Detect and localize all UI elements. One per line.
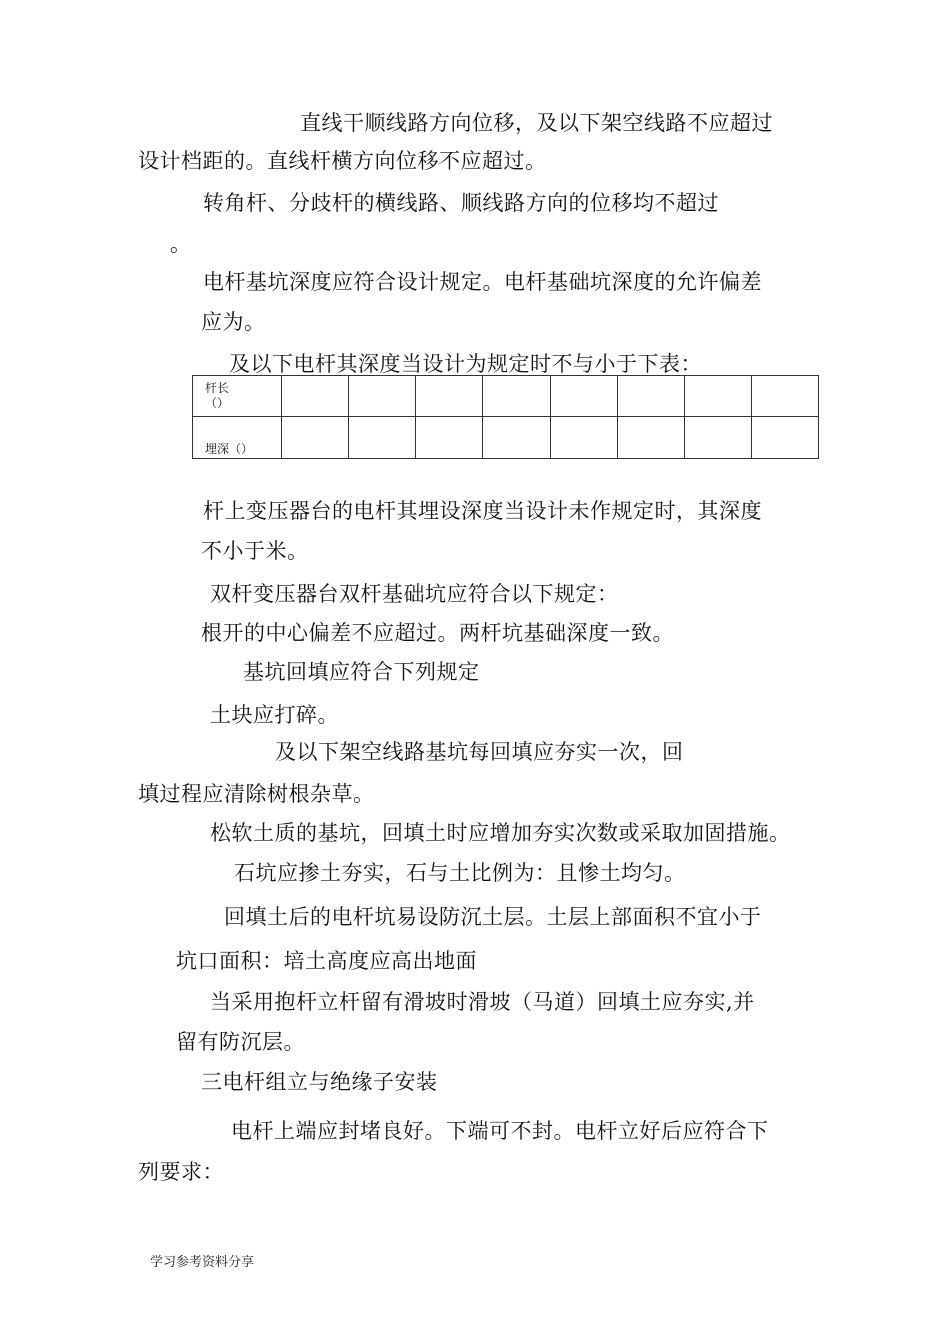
burial-depth-table — [192, 375, 819, 459]
paragraph-line: 石坑应掺土夯实，石与土比例为：且惨土均匀。 — [234, 861, 686, 885]
paragraph-line: 基坑回填应符合下列规定 — [243, 660, 480, 684]
table-row-header: 埋深（） — [193, 417, 282, 459]
table-cell — [282, 417, 349, 459]
table-cell — [416, 417, 483, 459]
section-heading: 三电杆组立与绝缘子安装 — [201, 1070, 438, 1094]
table-cell — [684, 376, 751, 417]
paragraph-line: 土块应打碎。 — [210, 703, 339, 727]
paragraph-line: 根开的中心偏差不应超过。两杆坑基础深度一致。 — [201, 621, 674, 645]
paragraph-line: 松软土质的基坑，回填土时应增加夯实次数或采取加固措施。 — [210, 821, 791, 845]
table-cell — [349, 376, 416, 417]
table-cell — [483, 376, 550, 417]
paragraph-line: 当采用抱杆立杆留有滑坡时滑坡（马道）回填土应夯实,并 — [210, 990, 755, 1014]
paragraph-line: 双杆变压器台双杆基础坑应符合以下规定： — [210, 582, 619, 606]
table-cell — [416, 376, 483, 417]
paragraph-line: 。 — [170, 232, 192, 256]
table-cell — [483, 417, 550, 459]
page-footer: 学习参考资料分享 — [150, 1255, 255, 1270]
table-cell — [550, 376, 617, 417]
paragraph-line: 列要求： — [138, 1160, 224, 1184]
table-cell — [282, 376, 349, 417]
table-cell — [751, 376, 818, 417]
table-cell — [617, 376, 684, 417]
table-cell — [684, 417, 751, 459]
paragraph-line: 不小于米。 — [201, 539, 309, 563]
paragraph-line: 填过程应清除树根杂草。 — [138, 782, 375, 806]
table-row — [193, 417, 819, 459]
paragraph-line: 坑口面积：培土高度应高出地面 — [176, 949, 477, 973]
table-row-header: 杆长 （） — [193, 376, 282, 417]
table-cell — [349, 417, 416, 459]
table-cell — [550, 417, 617, 459]
table-cell — [751, 417, 818, 459]
paragraph-line: 及以下架空线路基坑每回填应夯实一次，回 — [275, 740, 684, 764]
table-row — [193, 376, 819, 417]
paragraph-line: 转角杆、分歧杆的横线路、顺线路方向的位移均不超过 — [203, 191, 719, 215]
paragraph-line: 直线干顺线路方向位移，及以下架空线路不应超过 — [300, 111, 773, 135]
paragraph-line: 电杆基坑深度应符合设计规定。电杆基础坑深度的允许偏差 — [203, 270, 762, 294]
paragraph-line: 留有防沉层。 — [176, 1030, 305, 1054]
paragraph-line: 杆上变压器台的电杆其埋设深度当设计未作规定时，其深度 — [203, 499, 762, 523]
paragraph-line: 设计档距的。直线杆横方向位移不应超过。 — [138, 149, 547, 173]
paragraph-line: 电杆上端应封堵良好。下端可不封。电杆立好后应符合下 — [231, 1119, 769, 1143]
paragraph-line: 应为。 — [201, 310, 266, 334]
paragraph-line: 回填土后的电杆坑易设防沉土层。土层上部面积不宜小于 — [224, 905, 762, 929]
table-cell — [617, 417, 684, 459]
table-caption: 及以下电杆其深度当设计为规定时不与小于下表： — [229, 352, 702, 376]
